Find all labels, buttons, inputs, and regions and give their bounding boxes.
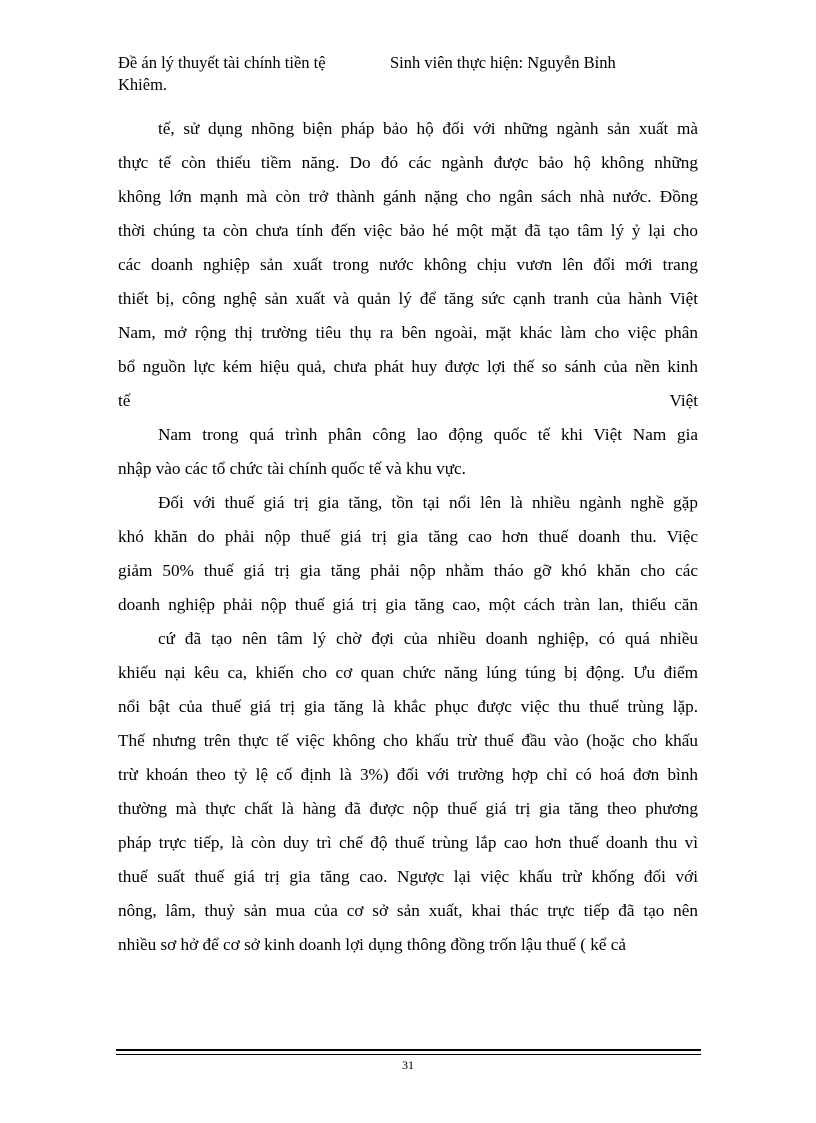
footer-rule-thick xyxy=(116,1049,701,1051)
text-line: thực tế còn thiếu tiềm năng. Do đó các ngành được bảo hộ không những xyxy=(118,153,698,172)
text-line: nhập vào các tổ chức tài chính quốc tế và khu vực. xyxy=(118,459,466,478)
text-line: nhiều sơ hở để cơ sở kinh doanh lợi dụng thông đồng trốn lậu thuế ( kể cả xyxy=(118,935,626,954)
header-title: Đề án lý thuyết tài chính tiền tệ xyxy=(118,53,326,72)
text-line: Thế nhưng trên thực tế việc không cho khấu trừ thuế đầu vào (hoặc cho khấu xyxy=(118,731,698,750)
footer-rule-thin xyxy=(116,1054,701,1055)
text-line: giảm 50% thuế giá trị gia tăng phải nộp nhằm tháo gỡ khó khăn cho các xyxy=(118,561,698,580)
page-number: 31 xyxy=(402,1058,414,1072)
text-line: Nam trong quá trình phân công lao động quốc tế khi Việt Nam gia xyxy=(158,425,698,444)
text-line: thiết bị, công nghệ sản xuất và quản lý để tăng sức cạnh tranh của hành Việt xyxy=(118,289,698,308)
split-line-right: Việt xyxy=(669,391,698,410)
text-line: tế, sử dụng nhõng biện pháp bảo hộ đối với những ngành sản xuất mà xyxy=(158,119,698,138)
text-line: thuế suất thuế giá trị gia tăng cao. Ngược lại việc khấu trừ khống đối với xyxy=(118,867,698,886)
paragraph-first-line: Đối với thuế giá trị gia tăng, tồn tại nổi lên là nhiều ngành nghề gặp xyxy=(158,493,698,512)
text-line: bổ nguồn lực kém hiệu quả, chưa phát huy được lợi thế so sánh của nền kinh xyxy=(118,357,698,376)
text-line: thường mà thực chất là hàng đã được nộp thuế giá trị gia tăng theo phương xyxy=(118,799,698,818)
text-line: trừ khoán theo tỷ lệ cố định là 3%) đối với trường hợp chỉ có hoá đơn bình xyxy=(118,765,698,784)
split-line-left: tế xyxy=(118,391,131,410)
page-header xyxy=(118,52,708,96)
text-line: không lớn mạnh mà còn trở thành gánh nặng cho ngân sách nhà nước. Đồng xyxy=(118,187,698,206)
text-line: nông, lâm, thuỷ sản mua của cơ sở sản xuất, khai thác trực tiếp đã tạo nên xyxy=(118,901,698,920)
document-body xyxy=(118,112,698,962)
text-line: thời chúng ta còn chưa tính đến việc bảo hé một mặt đã tạo tâm lý ỷ lại cho xyxy=(118,221,698,240)
split-line xyxy=(118,384,698,418)
text-line: Nam, mở rộng thị trường tiêu thụ ra bên ngoài, mặt khác làm cho việc phân xyxy=(118,323,698,342)
text-line: nổi bật của thuế giá trị gia tăng là khắc phục được việc thu thuế trùng lặp. xyxy=(118,697,698,716)
paragraph-first-line: cứ đã tạo nên tâm lý chờ đợi của nhiều doanh nghiệp, có quá nhiều xyxy=(158,629,698,648)
text-line: pháp trực tiếp, là còn duy trì chế độ thuế trùng lắp cao hơn thuế doanh thu vì xyxy=(118,833,698,852)
header-author-continuation: Khiêm. xyxy=(118,75,168,94)
header-author: Sinh viên thực hiện: Nguyễn Bỉnh xyxy=(390,53,616,72)
text-line: khiếu nại kêu ca, khiến cho cơ quan chức năng lúng túng bị động. Ưu điểm xyxy=(118,663,698,682)
text-line: khó khăn do phải nộp thuế giá trị gia tăng cao hơn thuế doanh thu. Việc xyxy=(118,527,698,546)
text-line: doanh nghiệp phải nộp thuế giá trị gia tăng cao, một cách tràn lan, thiếu căn xyxy=(118,595,698,614)
text-line: các doanh nghiệp sản xuất trong nước không chịu vươn lên đổi mới trang xyxy=(118,255,698,274)
